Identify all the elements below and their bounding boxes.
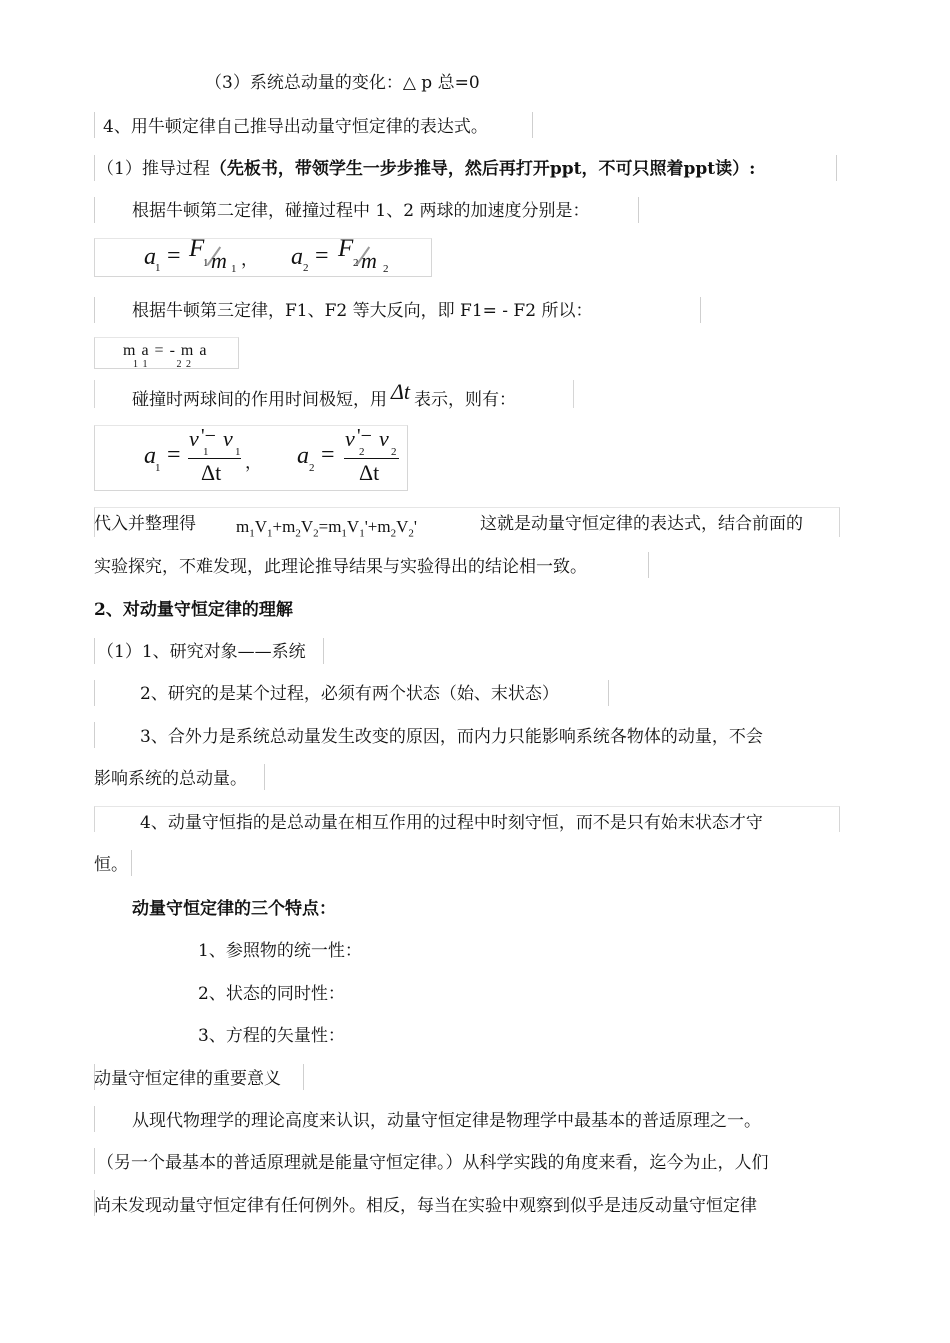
experiment-consistency-text: 实验探究，不难发现，此理论推导结果与实验得出的结论相一致。 bbox=[94, 557, 587, 577]
three-features-heading: 动量守恒定律的三个特点： bbox=[132, 899, 336, 919]
equals-sign: = bbox=[321, 442, 335, 468]
symbol-m1: m bbox=[211, 248, 227, 273]
frame-marker bbox=[94, 722, 95, 748]
heading-derivation: 4、用牛顿定律自己推导出动量守恒定律的表达式。 bbox=[103, 117, 488, 137]
frame-marker bbox=[532, 112, 533, 138]
teaching-note: （先板书，带领学生一步步推导，然后再打开ppt，不可只照着ppt读）: bbox=[209, 159, 756, 179]
frame-marker bbox=[264, 764, 265, 790]
delta-t-denominator: Δt bbox=[201, 460, 222, 485]
point-conservation-moment: 4、动量守恒指的是总动量在相互作用的过程中时刻守恒，而不是只有始末状态才守 bbox=[140, 813, 763, 833]
frame-marker bbox=[94, 297, 95, 323]
frame-marker bbox=[700, 297, 701, 323]
sub-2: 2 bbox=[303, 262, 309, 274]
sub-1: 1 bbox=[155, 262, 161, 274]
frame-marker bbox=[303, 1064, 304, 1090]
sub-2: 2 bbox=[359, 446, 365, 458]
conclusion-text: 这就是动量守恒定律的表达式，结合前面的 bbox=[480, 514, 803, 534]
equals-sign: = bbox=[167, 442, 181, 468]
frame-marker bbox=[94, 112, 95, 138]
ma-equation: m a = - m a bbox=[123, 342, 208, 359]
sub-1: 1 bbox=[235, 446, 241, 458]
momentum-equation: $m_1V_1+m_2V_2=m_1V_1'+m_2V_2'$ bbox=[236, 517, 417, 540]
frame-marker bbox=[94, 1148, 95, 1174]
collision-time-text-b: 表示，则有： bbox=[414, 390, 517, 410]
symbol-F: F bbox=[338, 235, 354, 262]
symbol-a2: a bbox=[291, 244, 303, 270]
symbol-v2-prime: v bbox=[345, 426, 355, 451]
point-external-force: 3、合外力是系统总动量发生改变的原因，而内力只能影响系统各物体的动量，不会 bbox=[140, 727, 763, 747]
fraction-bar bbox=[188, 458, 241, 459]
delta-t-denominator: Δt bbox=[359, 460, 380, 485]
ma-subscripts: 1 1 2 2 bbox=[133, 359, 192, 370]
delta-t-symbol: Δt bbox=[391, 379, 411, 404]
equals-sign: = bbox=[167, 243, 181, 269]
frame-marker bbox=[323, 638, 324, 664]
derivation-label: （1）推导过程 bbox=[97, 159, 210, 179]
newton-second-law-text: 根据牛顿第二定律，碰撞过程中 1、2 两球的加速度分别是： bbox=[132, 201, 590, 221]
frame-marker bbox=[608, 680, 609, 706]
prime-minus: '− bbox=[201, 425, 216, 447]
sub-2: 2 bbox=[383, 263, 389, 275]
symbol-F: F bbox=[189, 235, 205, 262]
symbol-v1: v bbox=[223, 426, 233, 451]
frame-marker bbox=[94, 680, 95, 706]
sub-1: 1 bbox=[155, 462, 161, 474]
frame-marker bbox=[94, 1106, 95, 1132]
significance-paragraph-3: 尚未发现动量守恒定律有任何例外。相反，每当在实验中观察到似乎是违反动量守恒定律 bbox=[94, 1196, 757, 1216]
frame-marker bbox=[638, 197, 639, 223]
symbol-a1: a bbox=[144, 244, 156, 270]
frame-marker bbox=[648, 552, 649, 578]
frame-marker bbox=[836, 155, 837, 181]
fraction-bar bbox=[344, 458, 399, 459]
substitute-label: 代入并整理得 bbox=[94, 514, 196, 534]
third-law-formula-box bbox=[94, 337, 239, 369]
feature-reference-frame: 1、参照物的统一性： bbox=[198, 941, 362, 961]
sub-2: 2 bbox=[353, 257, 359, 269]
comma: ， bbox=[245, 453, 262, 472]
equals-sign: = bbox=[315, 243, 329, 269]
symbol-v1-prime: v bbox=[189, 426, 199, 451]
point-research-object: （1）1、研究对象——系统 bbox=[97, 642, 306, 662]
newton-third-law-text: 根据牛顿第三定律，F1、F2 等大反向，即 F1= - F2 所以： bbox=[132, 301, 593, 321]
frame-marker bbox=[94, 638, 95, 664]
point-external-force-cont: 影响系统的总动量。 bbox=[94, 769, 247, 789]
point-process: 2、研究的是某个过程，必须有两个状态（始、末状态） bbox=[140, 684, 559, 704]
significance-paragraph-2: （另一个最基本的普适原理就是能量守恒定律。）从科学实践的角度来看，迄今为止，人们 bbox=[97, 1153, 769, 1173]
frame-marker bbox=[94, 155, 95, 181]
sub-2: 2 bbox=[309, 462, 315, 474]
collision-time-text-a: 碰撞时两球间的作用时间极短，用 bbox=[132, 390, 387, 410]
line-total-momentum-change: （3）系统总动量的变化：△ p 总=0 bbox=[205, 73, 480, 93]
symbol-a1: a bbox=[144, 443, 156, 469]
frame-marker bbox=[94, 197, 95, 223]
sub-1: 1 bbox=[203, 257, 209, 269]
section-heading-understanding: 2、对动量守恒定律的理解 bbox=[94, 600, 293, 620]
feature-vector: 3、方程的矢量性： bbox=[198, 1026, 345, 1046]
point-conservation-moment-cont: 恒。 bbox=[94, 855, 128, 875]
frame-marker bbox=[131, 850, 132, 876]
collision-time-text bbox=[132, 379, 517, 411]
feature-simultaneity: 2、状态的同时性： bbox=[198, 984, 345, 1004]
acceleration-formula-box bbox=[94, 235, 432, 277]
symbol-v2: v bbox=[379, 426, 389, 451]
velocity-formula-box bbox=[94, 425, 408, 491]
significance-paragraph-1: 从现代物理学的理论高度来认识，动量守恒定律是物理学中最基本的普适原理之一。 bbox=[132, 1111, 761, 1131]
symbol-m2: m bbox=[361, 248, 377, 273]
sub-2: 2 bbox=[391, 446, 397, 458]
comma: ， bbox=[241, 250, 258, 269]
prime-minus: '− bbox=[357, 425, 372, 447]
significance-heading: 动量守恒定律的重要意义 bbox=[94, 1069, 281, 1089]
derivation-process-line bbox=[97, 158, 755, 180]
symbol-a2: a bbox=[297, 443, 309, 469]
sub-1: 1 bbox=[231, 263, 237, 275]
sub-1: 1 bbox=[203, 446, 209, 458]
